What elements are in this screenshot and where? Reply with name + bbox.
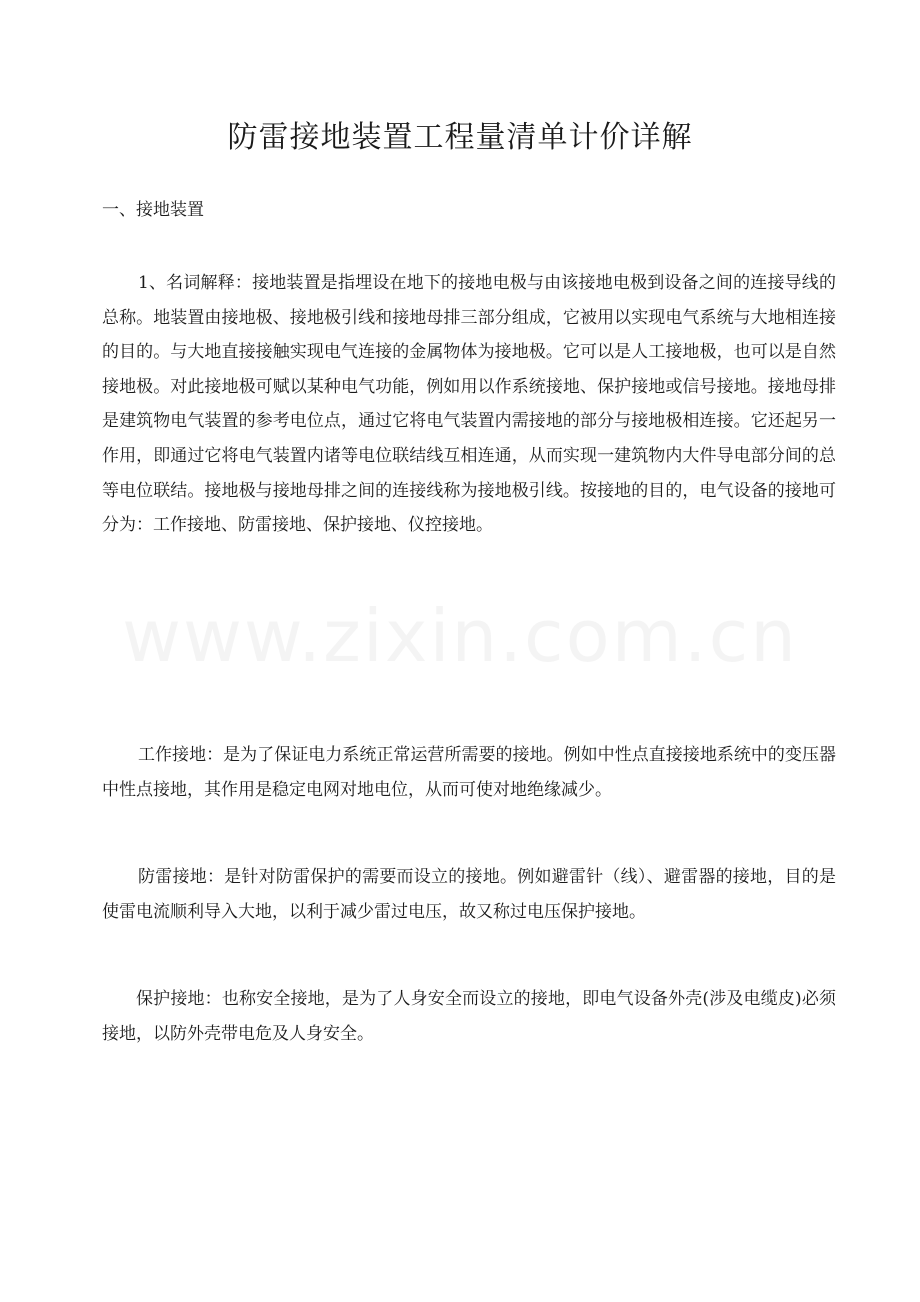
paragraph-lightning-grounding: 防雷接地：是针对防雷保护的需要而设立的接地。例如避雷针（线）、避雷器的接地，目的是使雷电流顺利导入大地，以利于减少雷过电压，故又称过电压保护接地。 xyxy=(102,867,836,922)
watermark: www.zixin.com.cn xyxy=(122,594,798,678)
paragraph-protective-grounding: 保护接地：也称安全接地，是为了人身安全而设立的接地，即电气设备外壳(涉及电缆皮)必须接地，以防外壳带电危及人身安全。 xyxy=(102,989,836,1044)
paragraph-definition: 1、名词解释：接地装置是指埋设在地下的接地电极与由该接地电极到设备之间的连接导线的总称。地装置由接地极、接地极引线和接地母排三部分组成，它被用以实现电气系统与大地相连接的目的。与大地直接接触实现电气连接的金属物体为接地极。它可以是人工接地极，也可以是自然接地极。对此接地极可赋以某种电气功能，例如用以作系统接地、保护接地或信号接地。接地母排是建筑物电气装置的参考电位点，通过它将电气装置内需接地的部分与接地极相连接。它还起另一作用，即通过它将电气装置内诸等电位联结线互相连通，从而实现一建筑物内大件导电部分间的总等电位联结。接地极与接地母排之间的连接线称为接地极引线。按接地的目的，电气设备的接地可分为：工作接地、防雷接地、保护接地、仪控接地。 xyxy=(102,273,836,536)
document-title: 防雷接地装置工程量清单计价详解 xyxy=(227,120,693,155)
paragraph-working-grounding: 工作接地：是为了保证电力系统正常运营所需要的接地。例如中性点直接接地系统中的变压器中性点接地，其作用是稳定电网对地电位，从而可使对地绝缘减少。 xyxy=(102,745,836,800)
section-heading: 一、接地装置 xyxy=(102,200,204,220)
